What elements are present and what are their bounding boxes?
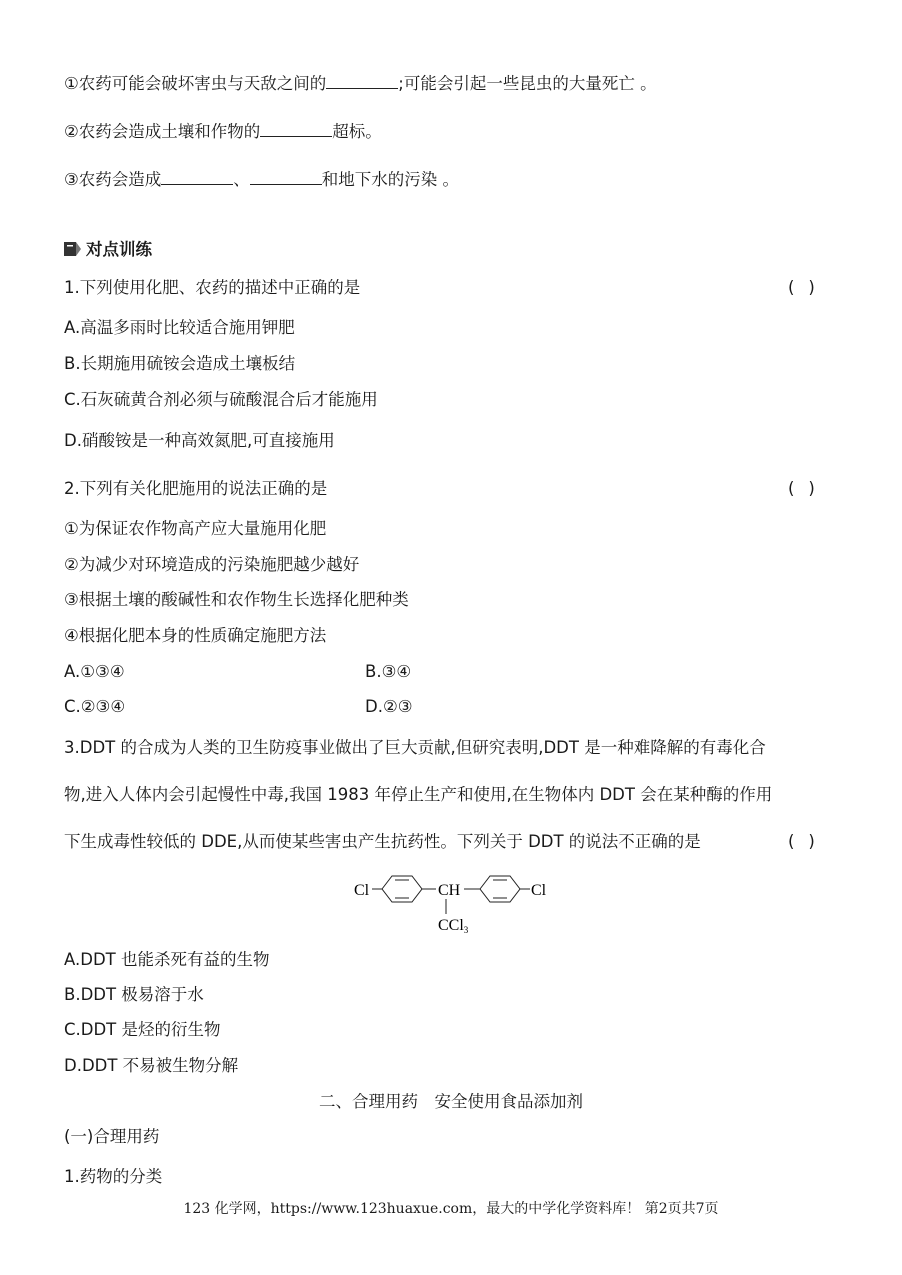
section-marker-icon — [64, 241, 82, 257]
blank-3[interactable] — [161, 166, 233, 185]
q3-stem-line-2: 物,进入人体内会引起慢性中毒,我国 1983 年停止生产和使用,在生物体内 DDT 会在某种酶的作用 — [64, 785, 773, 804]
ddt-structure-diagram — [348, 868, 558, 938]
part2-title: 二、合理用药 安全使用食品添加剂 — [319, 1092, 583, 1111]
q2-statement-3: ③根据土壤的酸碱性和农作物生长选择化肥种类 — [64, 590, 409, 609]
q3-stem-line-3: 下生成毒性较低的 DDE,从而使某些害虫产生抗药性。下列关于 DDT 的说法不正确的是 — [64, 832, 701, 851]
q1-stem: 1.下列使用化肥、农药的描述中正确的是 — [64, 278, 361, 297]
q1-answer-paren[interactable]: () — [788, 278, 829, 297]
structure-label-center: CH — [438, 882, 461, 899]
q2-answer-paren[interactable]: () — [788, 479, 829, 498]
q2-option-b[interactable]: B.③④ — [365, 662, 412, 681]
q2-option-a[interactable]: A.①③④ — [64, 662, 125, 681]
q3-option-c[interactable]: C.DDT 是烃的衍生物 — [64, 1020, 221, 1039]
q3-option-d[interactable]: D.DDT 不易被生物分解 — [64, 1056, 239, 1075]
q3-stem-line-1: 3.DDT 的合成为人类的卫生防疫事业做出了巨大贡献,但研究表明,DDT 是一种难降解的有毒化合 — [64, 738, 766, 757]
q2-statement-2: ②为减少对环境造成的污染施肥越少越好 — [64, 555, 360, 574]
structure-label-left: Cl — [354, 882, 370, 899]
part2-subheading: (一)合理用药 — [64, 1127, 160, 1146]
q3-option-b[interactable]: B.DDT 极易溶于水 — [64, 985, 204, 1004]
q1-option-b[interactable]: B.长期施用硫铵会造成土壤板结 — [64, 354, 296, 373]
q3-option-a[interactable]: A.DDT 也能杀死有益的生物 — [64, 950, 270, 969]
page-footer: 123 化学网，https://www.123huaxue.com，最大的中学化学资料库！ 第2页共7页 — [183, 1201, 719, 1217]
blank-4[interactable] — [250, 166, 322, 185]
structure-label-right: Cl — [531, 882, 547, 899]
q1-option-d[interactable]: D.硝酸铵是一种高效氮肥,可直接施用 — [64, 431, 335, 450]
q2-statement-1: ①为保证农作物高产应大量施用化肥 — [64, 519, 327, 538]
intro-item-1: ①农药可能会破坏害虫与天敌之间的 ;可能会引起一些昆虫的大量死亡 。 — [64, 70, 657, 96]
q1-option-a[interactable]: A.高温多雨时比较适合施用钾肥 — [64, 318, 295, 337]
blank-2[interactable] — [260, 118, 332, 137]
part2-subheading-1: 1.药物的分类 — [64, 1167, 163, 1186]
q2-option-c[interactable]: C.②③④ — [64, 697, 126, 716]
structure-label-below: CCl3 — [438, 917, 469, 935]
q2-option-d[interactable]: D.②③ — [365, 697, 413, 716]
intro-item-2: ②农药会造成土壤和作物的 超标。 — [64, 118, 382, 144]
q3-answer-paren[interactable]: () — [788, 832, 829, 851]
q2-statement-4: ④根据化肥本身的性质确定施肥方法 — [64, 626, 327, 645]
q2-stem: 2.下列有关化肥施用的说法正确的是 — [64, 479, 328, 498]
blank-1[interactable] — [326, 70, 398, 89]
section-title: 对点训练 — [64, 238, 152, 262]
q1-option-c[interactable]: C.石灰硫黄合剂必须与硫酸混合后才能施用 — [64, 390, 378, 409]
intro-item-3: ③农药会造成 、 和地下水的污染 。 — [64, 166, 459, 192]
